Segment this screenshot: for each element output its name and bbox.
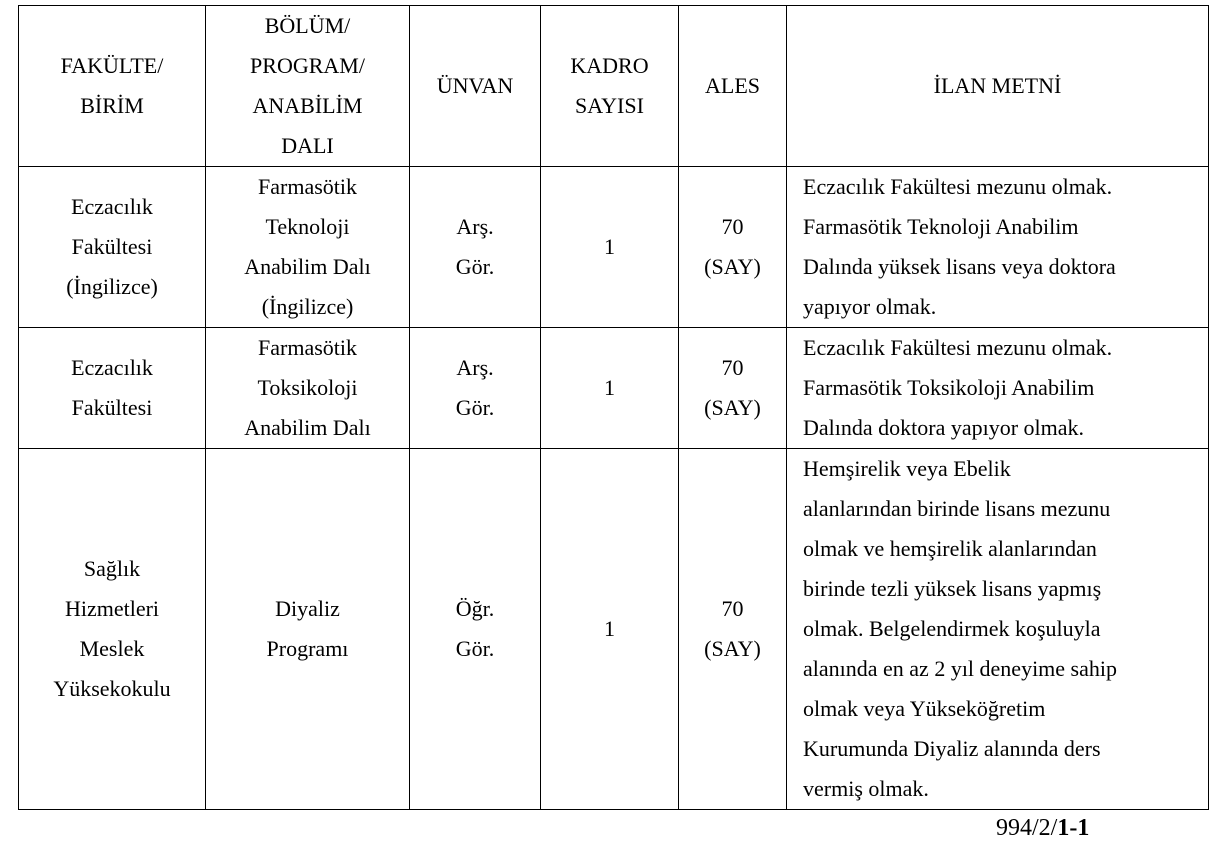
header-ilan: İLAN METNİ: [787, 6, 1209, 167]
header-ales: ALES: [679, 6, 787, 167]
ilan-code: [996, 810, 1089, 846]
ilan-code-suffix: 1-1: [1057, 815, 1090, 841]
cell-ales: 70 (SAY): [679, 449, 787, 810]
cell-bolum: Diyaliz Programı: [206, 449, 410, 810]
cell-unvan: Arş. Gör.: [410, 167, 541, 328]
cell-fakulte: Eczacılık Fakültesi (İngilizce): [19, 167, 206, 328]
ilan-table: [18, 5, 1209, 810]
cell-fakulte: Eczacılık Fakültesi: [19, 328, 206, 449]
cell-fakulte: Sağlık Hizmetleri Meslek Yüksekokulu: [19, 449, 206, 810]
cell-bolum: Farmasötik Toksikoloji Anabilim Dalı: [206, 328, 410, 449]
cell-ilan-metni: Hemşirelik veya Ebelik alanlarından birinde lisans mezunu olmak ve hemşirelik alanlarından birinde tezli yüksek lisans yapmış olmak. Belgelendirmek koşuluyla alanında en az 2 yıl deneyime sahip olmak veya Yükseköğretim Kurumunda Diyaliz alanında ders vermiş olmak.: [787, 449, 1209, 810]
table-header-row: [19, 6, 1209, 167]
cell-ilan-metni: Eczacılık Fakültesi mezunu olmak. Farmasötik Teknoloji Anabilim Dalında yüksek lisans veya doktora yapıyor olmak.: [787, 167, 1209, 328]
header-kadro: KADRO SAYISI: [541, 6, 679, 167]
cell-bolum: Farmasötik Teknoloji Anabilim Dalı (İngilizce): [206, 167, 410, 328]
ilan-code-prefix: 994/2/: [996, 815, 1058, 841]
cell-ilan-metni: Eczacılık Fakültesi mezunu olmak. Farmasötik Toksikoloji Anabilim Dalında doktora yapıyor olmak.: [787, 328, 1209, 449]
table-row: [19, 449, 1209, 810]
table-row: [19, 328, 1209, 449]
header-bolum: BÖLÜM/ PROGRAM/ ANABİLİM DALI: [206, 6, 410, 167]
table-row: [19, 167, 1209, 328]
cell-kadro: 1: [541, 167, 679, 328]
cell-kadro: 1: [541, 449, 679, 810]
header-unvan: ÜNVAN: [410, 6, 541, 167]
cell-unvan: Öğr. Gör.: [410, 449, 541, 810]
cell-ales: 70 (SAY): [679, 328, 787, 449]
cell-kadro: 1: [541, 328, 679, 449]
header-fakulte: FAKÜLTE/ BİRİM: [19, 6, 206, 167]
cell-ales: 70 (SAY): [679, 167, 787, 328]
cell-unvan: Arş. Gör.: [410, 328, 541, 449]
